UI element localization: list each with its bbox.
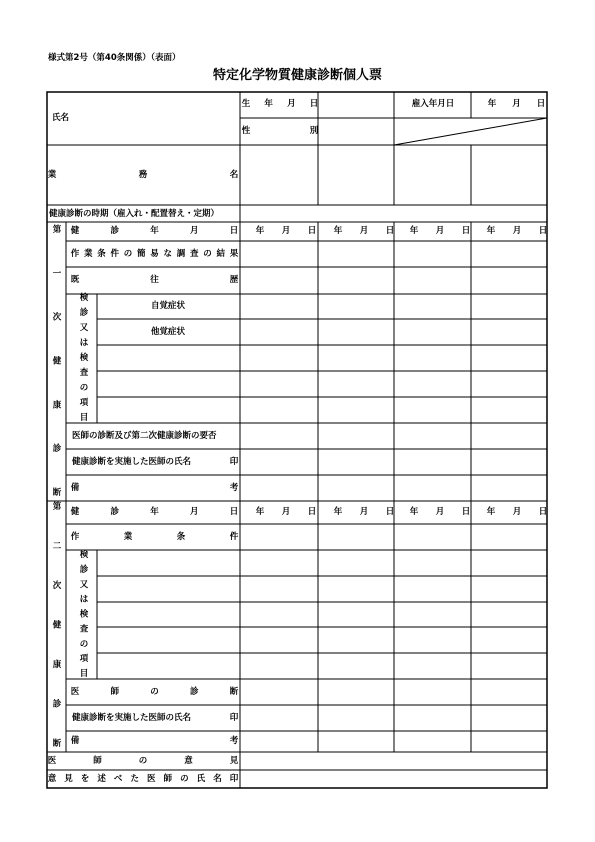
work-condition-survey-label: 業: [83, 249, 93, 259]
job-label: 名: [229, 170, 239, 180]
opinion-doctor-name-label: の: [180, 774, 189, 784]
first-exam-date-label: 月: [189, 226, 199, 236]
date-ymd-label: 年: [255, 507, 265, 517]
exam-items-label: は: [79, 594, 89, 605]
date-ymd-label: 月: [281, 226, 291, 236]
doctor-opinion-label: 医: [47, 756, 57, 766]
date-ymd-label: 年: [409, 507, 419, 517]
exam-items-label: 診: [79, 564, 89, 575]
exam-items-label: 目: [79, 669, 89, 679]
sex-label: 別: [309, 126, 319, 136]
name-label: 氏名: [52, 113, 70, 123]
date-ymd-label: 年: [409, 226, 419, 236]
date-ymd-label: 月: [512, 226, 522, 236]
exam-timing-label: 健康診断の時期（雇入れ・配置替え・定期）: [49, 209, 220, 219]
form-number: 様式第2号（第40条関係）（表面）: [48, 53, 181, 63]
work-condition-survey-label: 果: [229, 249, 239, 259]
date-ymd-label: 年: [333, 226, 343, 236]
exam-items-label: 検: [79, 353, 89, 363]
first-diagnosis-label: 医師の診断及び第二次健康診断の要否: [72, 431, 217, 441]
work-conditions-label: 作: [70, 532, 80, 542]
history-label: 往: [150, 275, 159, 285]
exam-items-label: 検: [79, 293, 89, 303]
second-exam-side-label: 断: [52, 739, 62, 749]
exam-items-label: 査: [79, 368, 89, 378]
opinion-doctor-name-label: 見: [64, 774, 73, 784]
exam-items-label: 又: [79, 579, 89, 590]
second-exam-side-label: 診: [52, 699, 62, 710]
exam-items-label: 検: [79, 550, 89, 560]
opinion-doctor-name-label: 意: [47, 774, 57, 784]
history-label: 既: [70, 275, 80, 285]
second-remarks-label: 備: [70, 736, 80, 746]
date-ymd-label: 月: [359, 507, 369, 517]
first-exam-date-label: 健: [70, 226, 80, 236]
objective-symptoms-label: 他覚症状: [150, 327, 186, 337]
exam-items-label: は: [79, 338, 89, 348]
work-conditions-label: 条: [176, 532, 186, 542]
opinion-doctor-name-label: 名: [213, 774, 222, 784]
first-remarks-label: 備: [70, 483, 80, 493]
second-exam-date-label: 月: [189, 507, 199, 517]
date-ymd-label: 年: [486, 507, 496, 517]
birth-date-label: 年: [264, 99, 273, 109]
seal-mark: 印: [229, 713, 239, 723]
work-condition-survey-label: 条: [97, 249, 106, 259]
diagonal-slash: [394, 118, 547, 145]
exam-items-label: 査: [79, 624, 89, 635]
birth-date-label: 月: [287, 99, 296, 109]
date-ymd-label: 日: [538, 507, 548, 517]
second-doctor-name-label: 健康診断を実施した医師の氏名: [72, 713, 192, 723]
work-condition-survey-label: の: [123, 249, 133, 259]
date-ymd-label: 年: [255, 226, 265, 236]
second-remarks-label: 考: [229, 736, 239, 746]
second-exam-side-label: 康: [52, 660, 62, 670]
second-exam-date-label: 健: [70, 507, 80, 517]
date-ymd-label: 年: [486, 226, 496, 236]
exam-items-label: 検: [79, 609, 89, 620]
second-exam-side-label: 健: [52, 620, 62, 631]
opinion-doctor-name-label: た: [130, 774, 139, 784]
opinion-doctor-name-label: 述: [97, 774, 106, 784]
first-exam-date-label: 診: [110, 226, 120, 236]
date-ymd-label: 日: [461, 226, 471, 236]
date-ymd-label: 年: [333, 507, 343, 517]
work-condition-survey-label: 件: [110, 249, 120, 259]
exam-items-label: 又: [79, 323, 89, 333]
second-diagnosis-label: 診: [189, 687, 199, 697]
job-label: 務: [138, 170, 148, 180]
employment-date-label: 年: [487, 99, 497, 109]
work-condition-survey-label: 作: [70, 249, 80, 259]
second-exam-side-label: 第: [52, 502, 62, 512]
work-condition-survey-label: 簡: [136, 249, 146, 259]
history-label: 歴: [229, 275, 239, 285]
second-exam-date-label: 診: [110, 507, 120, 517]
second-exam-date-label: 日: [229, 507, 239, 517]
work-conditions-label: 業: [123, 532, 133, 542]
work-condition-survey-label: な: [163, 249, 173, 259]
work-condition-survey-label: 易: [150, 249, 159, 259]
sex-label: 性: [241, 126, 251, 136]
opinion-doctor-name-label: べ: [113, 774, 123, 784]
first-exam-side-label: 診: [52, 444, 62, 455]
employment-date-label: 月: [512, 99, 521, 109]
second-diagnosis-label: 断: [229, 687, 239, 697]
work-condition-survey-label: の: [203, 249, 212, 259]
first-exam-side-label: 第: [52, 225, 62, 235]
birth-date-label: 日: [309, 99, 319, 109]
exam-items-label: の: [79, 383, 89, 393]
opinion-doctor-name-label: 氏: [196, 774, 206, 784]
date-ymd-label: 日: [385, 507, 395, 517]
first-exam-side-label: 康: [52, 400, 62, 411]
opinion-doctor-name-label: 医: [147, 774, 156, 784]
date-ymd-label: 月: [512, 507, 522, 517]
first-exam-side-label: 断: [52, 488, 62, 498]
doctor-opinion-label: 見: [229, 756, 239, 766]
work-condition-survey-label: 査: [189, 249, 199, 259]
second-diagnosis-label: 医: [70, 687, 80, 697]
work-condition-survey-label: 結: [216, 249, 226, 259]
subjective-symptoms-label: 自覚症状: [150, 301, 186, 311]
first-exam-side-label: 健: [52, 356, 62, 367]
form-title: 特定化学物質健康診断個人票: [212, 68, 382, 83]
date-ymd-label: 月: [281, 507, 291, 517]
work-conditions-label: 件: [229, 532, 239, 542]
second-diagnosis-label: 師: [110, 687, 120, 697]
opinion-doctor-name-label: を: [80, 774, 90, 784]
second-exam-side-label: 次: [52, 581, 62, 591]
first-exam-side-label: 一: [52, 268, 62, 279]
exam-items-label: 項: [79, 398, 89, 408]
first-exam-side-label: 次: [52, 312, 62, 323]
date-ymd-label: 日: [307, 226, 317, 236]
doctor-opinion-label: 意: [184, 756, 193, 766]
date-ymd-label: 日: [461, 507, 471, 517]
opinion-doctor-name-label: 師: [163, 774, 173, 784]
date-ymd-label: 日: [307, 507, 317, 517]
doctor-opinion-label: 師: [93, 756, 102, 766]
exam-items-label: 項: [79, 654, 89, 665]
date-ymd-label: 月: [359, 226, 369, 236]
first-exam-date-label: 年: [150, 226, 159, 236]
date-ymd-label: 日: [385, 226, 395, 236]
first-doctor-name-label: 健康診断を実施した医師の氏名: [72, 457, 192, 467]
date-ymd-label: 月: [435, 507, 445, 517]
exam-items-label: 診: [79, 308, 89, 318]
date-ymd-label: 日: [538, 226, 548, 236]
opinion-doctor-name-label: 印: [229, 774, 239, 784]
second-diagnosis-label: の: [150, 687, 159, 697]
doctor-opinion-label: の: [138, 756, 148, 766]
seal-mark: 印: [229, 457, 239, 467]
employment-date-label: 日: [536, 99, 546, 109]
first-remarks-label: 考: [229, 483, 239, 493]
second-exam-date-label: 年: [150, 507, 159, 517]
birth-date-label: 生: [241, 99, 251, 109]
exam-items-label: 目: [79, 413, 89, 423]
work-condition-survey-label: 調: [176, 249, 186, 259]
second-exam-side-label: 二: [52, 541, 62, 552]
exam-items-label: の: [79, 639, 89, 650]
employment-date-label: 雇入年月日: [411, 99, 455, 109]
job-label: 業: [47, 170, 57, 180]
first-exam-date-label: 日: [229, 226, 239, 236]
date-ymd-label: 月: [435, 226, 445, 236]
